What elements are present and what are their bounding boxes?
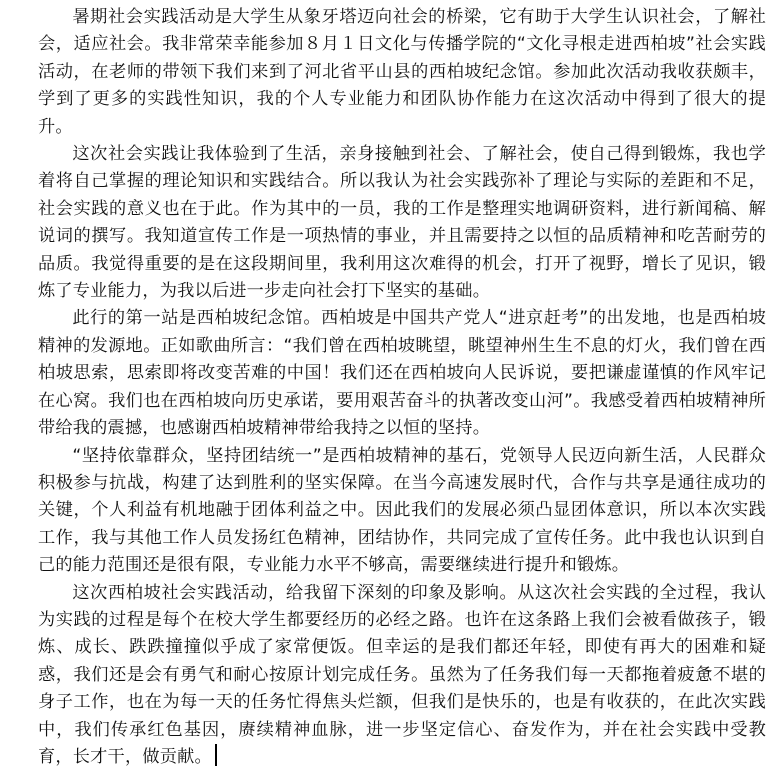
paragraph-5[interactable] <box>38 580 766 772</box>
paragraph-1: 暑期社会实践活动是大学生从象牙塔迈向社会的桥梁，它有助于大学生认识社会，了解社会，适应社会。我非常荣幸能参加８月１日文化与传播学院的“文化寻根走进西柏坡”社会实践活动，在老师的带领下我们来到了河北省平山县的西柏坡纪念馆。参加此次活动我收获颇丰，学到了更多的实践性知识，我的个人专业能力和团队协作能力在这次活动中得到了很大的提升。 <box>38 7 766 137</box>
paragraph-2: 这次社会实践让我体验到了生活，亲身接触到社会、了解社会，使自己得到锻炼，我也学着将自己掌握的理论知识和实践结合。所以我认为社会实践弥补了理论与实际的差距和不足，社会实践的意义也在于此。作为其中的一员，我的工作是整理实地调研资料，进行新闻稿、解说词的撰写。我知道宣传工作是一项热情的事业，并且需要持之以恒的品质精神和吃苦耐劳的品质。我觉得重要的是在这段期间里，我利用这次难得的机会，打开了视野，增长了见识，锻炼了专业能力，为我以后进一步走向社会打下坚实的基础。 <box>38 144 766 302</box>
text-cursor <box>215 744 217 766</box>
paragraph-4: “坚持依靠群众，坚持团结统一”是西柏坡精神的基石，党领导人民迈向新生活，人民群众积极参与抗战，构建了达到胜利的坚实保障。在当今高速发展时代，合作与共享是通往成功的关键，个人利益有机地融于团体利益之中。因此我们的发展必须凸显团体意识，所以本次实践工作，我与其他工作人员发扬红色精神，团结协作，共同完成了宣传任务。此中我也认识到自己的能力范围还是很有限，专业能力水平不够高，需要继续进行提升和锻炼。 <box>38 445 766 576</box>
paragraph-3: 此行的第一站是西柏坡纪念馆。西柏坡是中国共产党人“进京赶考”的出发地，也是西柏坡精神的发源地。正如歌曲所言：“我们曾在西柏坡眺望，眺望神州生生不息的灯火，我们曾在西柏坡思索，思索即将改变苦难的中国！我们还在西柏坡向人民诉说，要把谦虚谨慎的作风牢记在心窝。我们也在西柏坡向历史承诺，要用艰苦奋斗的执著改变山河”。我感受着西柏坡精神所带给我的震撼，也感谢西柏坡精神带给我持之以恒的坚持。 <box>38 308 766 439</box>
document-body <box>38 4 766 771</box>
paragraph-5-text: 这次西柏坡社会实践活动，给我留下深刻的印象及影响。从这次社会实践的全过程，我认为实践的过程是每个在校大学生都要经历的必经之路。也许在这条路上我们会被看做孩子，锻炼、成长、跌跌撞撞似乎成了家常便饭。但幸运的是我们都还年轻，即使有再大的困难和疑惑，我们还是会有勇气和耐心按原计划完成任务。虽然为了任务我们每一天都拖着疲惫不堪的身子工作，也在为每一天的任务忙得焦头烂额，但我们是快乐的，也是有收获的，在此次实践中，我们传承红色基因，赓续精神血脉，进一步坚定信心、奋发作为，并在社会实践中受教育，长才干，做贡献。 <box>38 582 766 767</box>
